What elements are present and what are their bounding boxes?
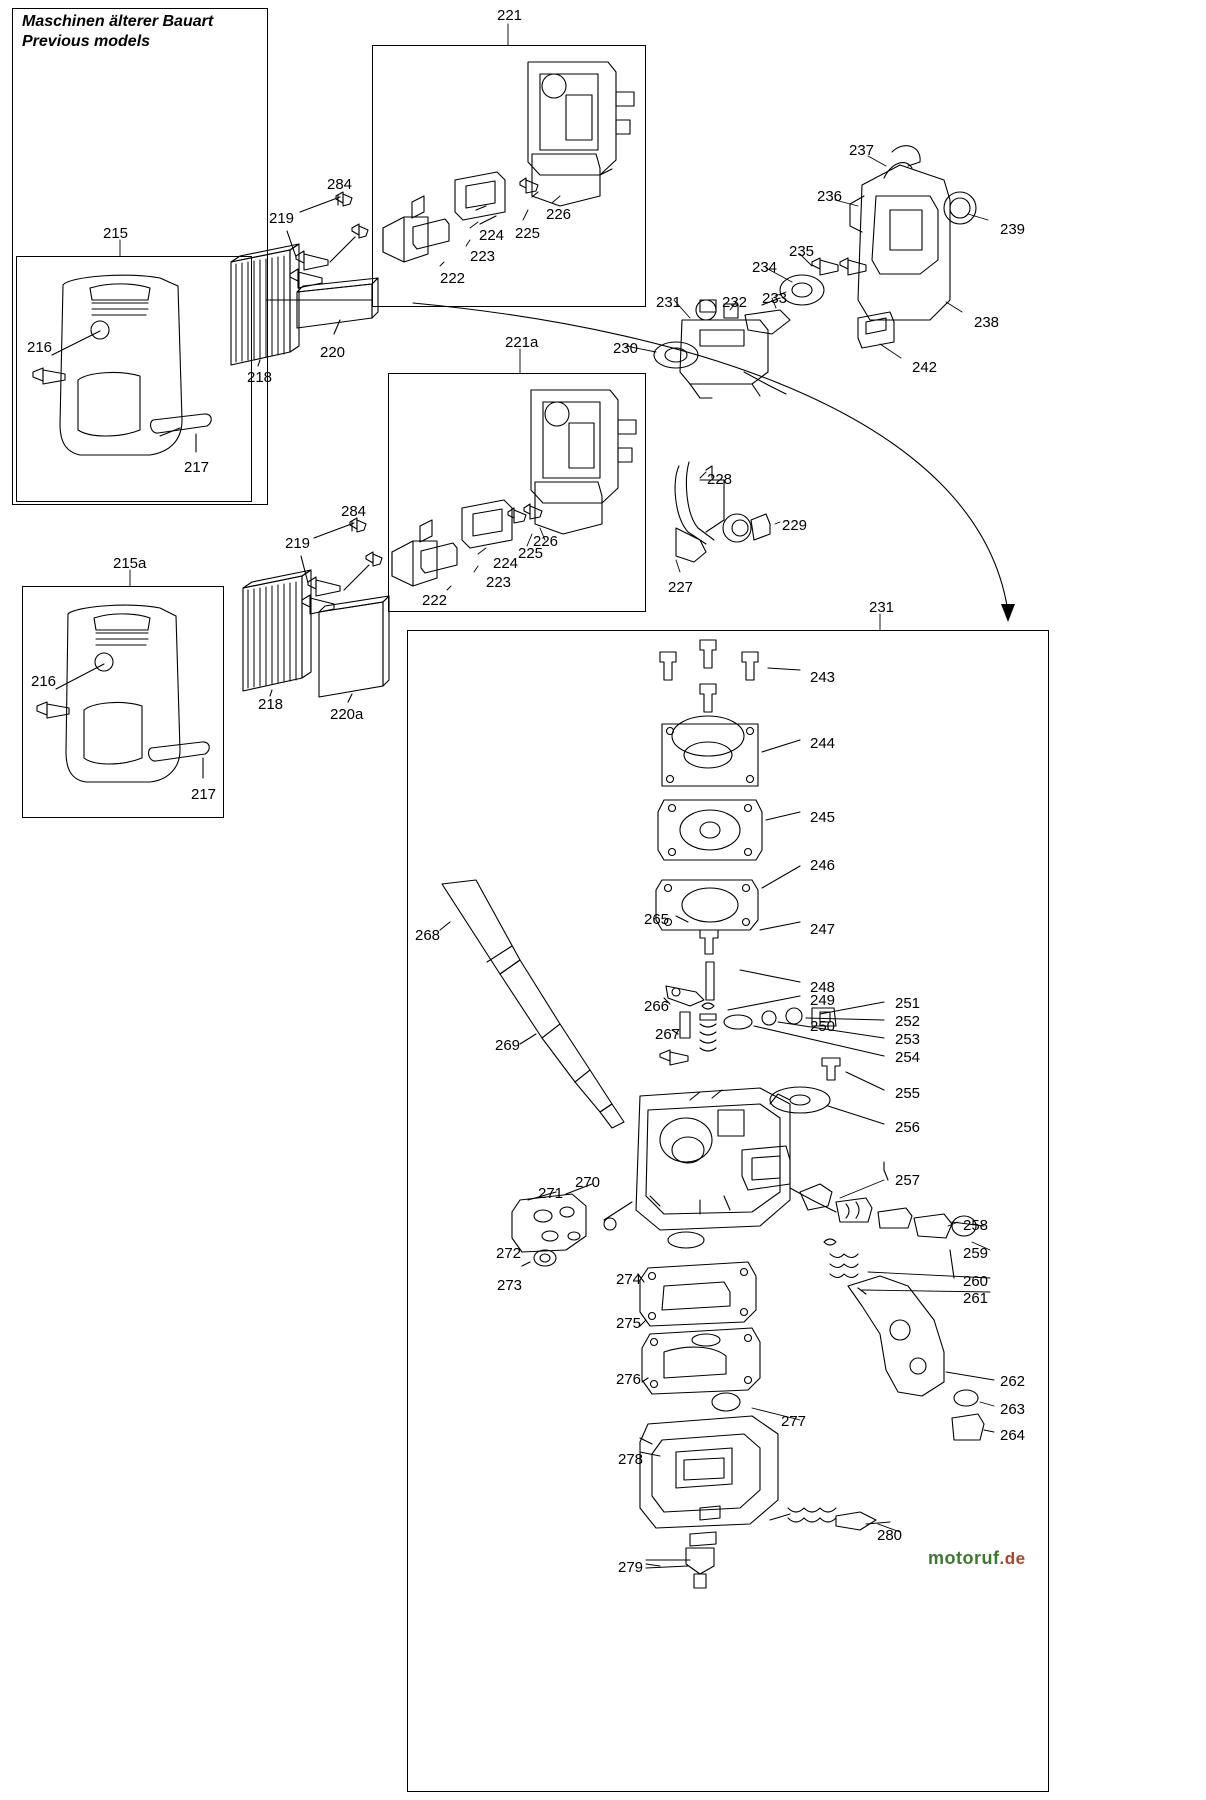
callout-262: 262: [1000, 1373, 1026, 1390]
callout-276: 276: [616, 1371, 642, 1388]
callout-275: 275: [616, 1315, 642, 1332]
callout-270: 270: [575, 1174, 601, 1191]
callout-235: 235: [789, 243, 815, 260]
callout-273: 273: [497, 1277, 523, 1294]
callout-272: 272: [496, 1245, 522, 1262]
callout-231-panel: 231: [869, 599, 895, 616]
callout-247: 247: [810, 921, 836, 938]
callout-278: 278: [618, 1451, 644, 1468]
callout-266: 266: [644, 998, 670, 1015]
callout-261: 261: [963, 1290, 989, 1307]
callout-254: 254: [895, 1049, 921, 1066]
watermark-suffix: .de: [999, 1549, 1026, 1568]
callout-220: 220: [320, 344, 346, 361]
callout-219-b: 219: [285, 535, 311, 552]
callout-236: 236: [817, 188, 843, 205]
callout-222: 222: [440, 270, 466, 287]
callout-234: 234: [752, 259, 778, 276]
callout-267: 267: [655, 1026, 681, 1043]
callout-232: 232: [722, 294, 748, 311]
callout-248: 248: [810, 979, 836, 996]
callout-257: 257: [895, 1172, 921, 1189]
callout-260: 260: [963, 1273, 989, 1290]
callout-223-b: 223: [486, 574, 512, 591]
callout-223: 223: [470, 248, 496, 265]
callout-231-carb: 231: [656, 294, 682, 311]
callout-280: 280: [877, 1527, 903, 1544]
callout-250: 250: [810, 1018, 836, 1035]
callout-245: 245: [810, 809, 836, 826]
diagram-title-line2: Previous models: [22, 33, 151, 50]
callout-225-b: 225: [518, 545, 544, 562]
callout-224: 224: [479, 227, 505, 244]
callout-268: 268: [415, 927, 441, 944]
callout-274: 274: [616, 1271, 642, 1288]
callout-238: 238: [974, 314, 1000, 331]
callout-263: 263: [1000, 1401, 1026, 1418]
callout-258: 258: [963, 1217, 989, 1234]
callout-219: 219: [269, 210, 295, 227]
callout-217: 217: [184, 459, 210, 476]
callout-264: 264: [1000, 1427, 1026, 1444]
callout-215a: 215a: [113, 555, 147, 572]
callout-218: 218: [247, 369, 273, 386]
callout-221a: 221a: [505, 334, 539, 351]
callout-226-b: 226: [533, 533, 559, 550]
callout-265: 265: [644, 911, 670, 928]
callout-220a: 220a: [330, 706, 364, 723]
callout-249: 249: [810, 992, 836, 1009]
callout-229: 229: [782, 517, 808, 534]
callout-221-top: 221: [497, 7, 523, 24]
callout-222-b: 222: [422, 592, 448, 609]
callout-284: 284: [327, 176, 353, 193]
callout-228: 228: [707, 471, 733, 488]
callout-239: 239: [1000, 221, 1026, 238]
callout-259: 259: [963, 1245, 989, 1262]
callout-237: 237: [849, 142, 875, 159]
callout-224-b: 224: [493, 555, 519, 572]
callout-253: 253: [895, 1031, 921, 1048]
callout-284-b: 284: [341, 503, 367, 520]
callout-216-b: 216: [31, 673, 57, 690]
callout-244: 244: [810, 735, 836, 752]
callout-279: 279: [618, 1559, 644, 1576]
callout-216: 216: [27, 339, 53, 356]
callout-269: 269: [495, 1037, 521, 1054]
callout-243: 243: [810, 669, 836, 686]
callout-277: 277: [781, 1413, 807, 1430]
callout-225: 225: [515, 225, 541, 242]
callout-215: 215: [103, 225, 129, 242]
callout-226: 226: [546, 206, 572, 223]
callout-230: 230: [613, 340, 639, 357]
callout-246: 246: [810, 857, 836, 874]
callout-271: 271: [538, 1185, 564, 1202]
watermark-text: motoruf: [928, 1548, 1000, 1568]
callout-233: 233: [762, 290, 788, 307]
callout-256: 256: [895, 1119, 921, 1136]
callout-252: 252: [895, 1013, 921, 1030]
callout-242: 242: [912, 359, 938, 376]
diagram-title-line1: Maschinen älterer Bauart: [22, 13, 214, 30]
callout-255: 255: [895, 1085, 921, 1102]
callout-227: 227: [668, 579, 694, 596]
callout-251: 251: [895, 995, 921, 1012]
watermark-logo: [928, 1540, 1026, 1571]
callout-217-b: 217: [191, 786, 217, 803]
callout-218-b: 218: [258, 696, 284, 713]
